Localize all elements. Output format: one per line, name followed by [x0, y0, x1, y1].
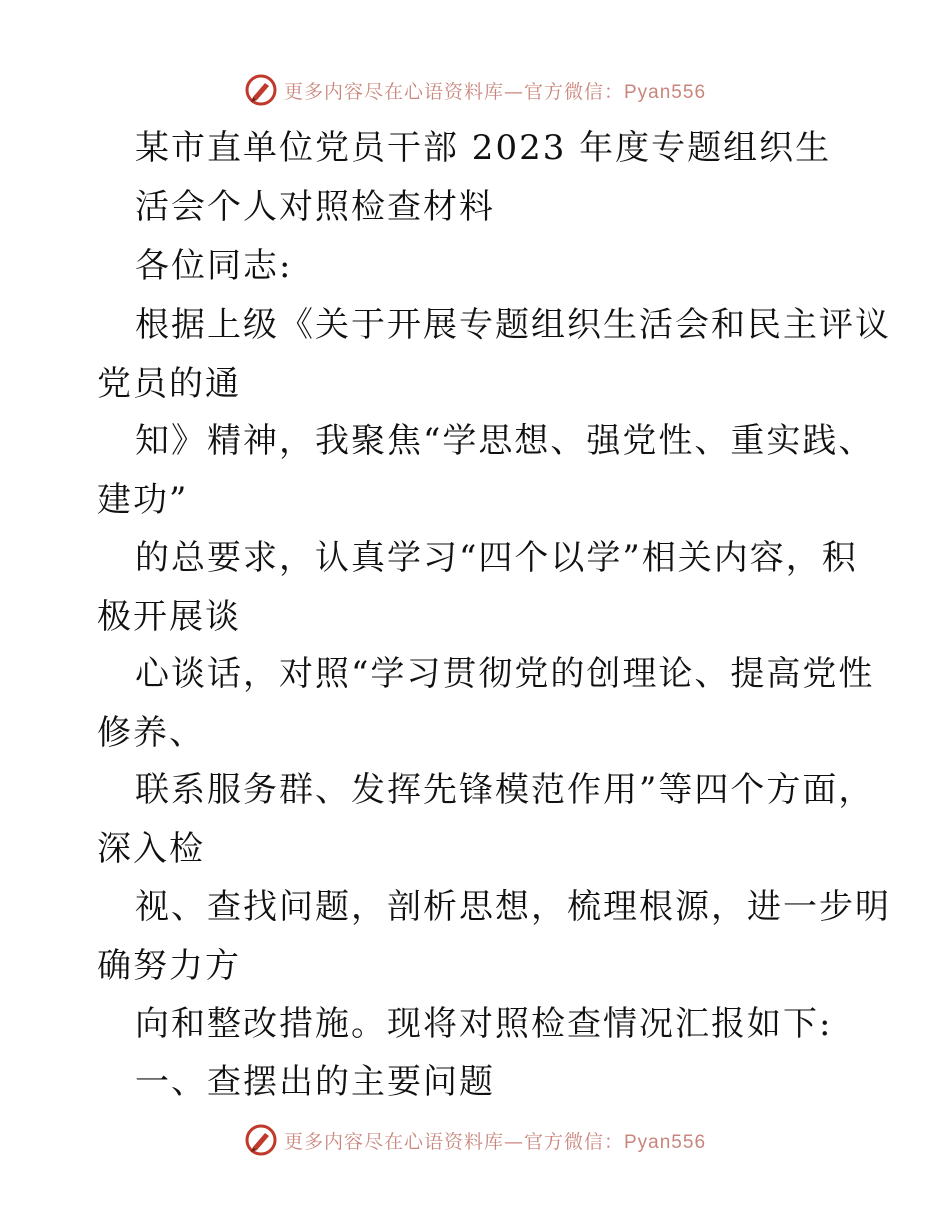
doc-paragraph-line: 建功” [97, 480, 189, 520]
doc-paragraph-line: 确努力方 [97, 946, 241, 986]
doc-paragraph-line: 视、查找问题，剖析思想，梳理根源，进一步明 [135, 887, 891, 927]
doc-title-line-2: 活会个人对照检查材料 [135, 187, 495, 227]
doc-paragraph-line: 向和整改措施。现将对照检查情况汇报如下: [135, 1004, 833, 1044]
pen-logo-icon [244, 73, 278, 107]
banner-text: 更多内容尽在心语资料库—官方微信：Pyan556 [283, 80, 707, 103]
doc-paragraph-line: 党员的通 [97, 364, 241, 404]
doc-paragraph-line: 联系服务群、发挥先锋模范作用”等四个方面， [135, 770, 875, 810]
doc-paragraph-line: 的总要求，认真学习“四个以学”相关内容，积 [135, 538, 858, 578]
header-watermark-banner [0, 70, 950, 110]
doc-paragraph-line: 修养、 [97, 713, 205, 753]
doc-paragraph-line: 心谈话，对照“学习贯彻党的创理论、提高党性 [135, 654, 875, 694]
pen-logo-icon [244, 1123, 278, 1157]
doc-title-line-1: 某市直单位党员干部 2023 年度专题组织生 [135, 128, 832, 168]
doc-paragraph-line: 深入检 [97, 829, 205, 869]
doc-salutation: 各位同志: [135, 246, 293, 286]
footer-watermark-banner [0, 1120, 950, 1160]
doc-paragraph-line: 知》精神，我聚焦“学思想、强党性、重实践、 [135, 421, 875, 461]
doc-paragraph-line: 极开展谈 [97, 597, 241, 637]
banner-text: 更多内容尽在心语资料库—官方微信：Pyan556 [283, 1130, 707, 1153]
doc-paragraph-line: 根据上级《关于开展专题组织生活会和民主评议 [135, 305, 891, 345]
doc-section-heading: 一、查摆出的主要问题 [135, 1062, 495, 1102]
